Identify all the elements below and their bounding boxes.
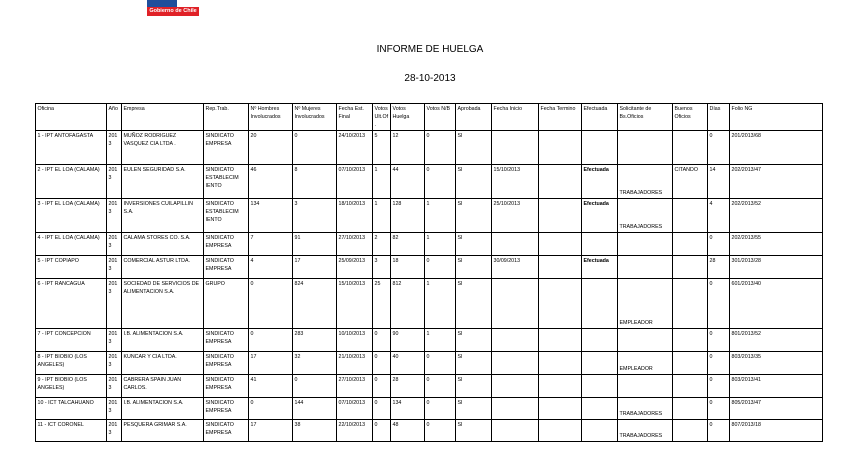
table-cell: 0 [425,352,456,375]
table-cell: CALAMA STORES CO. S.A. [122,233,204,256]
table-cell [673,352,708,375]
gobierno-logo [147,0,199,16]
table-cell: 18 [391,256,425,279]
table-cell: 601/2013/40 [730,279,823,329]
table-cell [618,375,673,398]
table-cell: 0 [708,131,730,165]
table-cell: TRABAJADORES [618,165,673,199]
table-cell: 824 [293,279,337,329]
table-cell: EULEN SEGURIDAD S.A. [122,165,204,199]
table-cell: 803/2013/35 [730,352,823,375]
column-header: Oficina [36,104,107,131]
table-cell [582,398,618,420]
table-cell [539,279,582,329]
table-cell: SI [456,199,492,233]
table-cell [582,375,618,398]
table-cell: 0 [425,131,456,165]
table-cell [492,352,539,375]
table-row [36,279,823,329]
table-cell: 6 - IPT RANCAGUA [36,279,107,329]
table-cell [492,233,539,256]
table-cell: 28 [708,256,730,279]
table-cell: 0 [708,420,730,442]
table-cell [673,375,708,398]
table-cell: 807/2013/18 [730,420,823,442]
table-cell: 128 [391,199,425,233]
table-cell: 17 [249,352,293,375]
table-cell: 202/2013/55 [730,233,823,256]
table-cell: 0 [293,131,337,165]
table-cell: 40 [391,352,425,375]
table-cell: 0 [708,279,730,329]
column-header: Fecha Est. Final [337,104,373,131]
table-cell: 1 [373,165,391,199]
table-cell: SI [456,233,492,256]
table-cell: 0 [249,279,293,329]
table-cell: EMPLEADOR [618,352,673,375]
table-cell [539,398,582,420]
table-cell [582,329,618,352]
table-cell: 90 [391,329,425,352]
table-cell [539,420,582,442]
table-cell: 0 [425,165,456,199]
table-cell [673,329,708,352]
column-header: Fecha Termino [539,104,582,131]
table-cell [539,131,582,165]
table-cell: 201/2013/68 [730,131,823,165]
table-cell: 0 [425,420,456,442]
table-cell: 2013 [107,279,122,329]
table-cell: 9 - IPT BIOBIO (LOS ANGELES) [36,375,107,398]
table-row [36,199,823,233]
table-cell: 1 - IPT ANTOFAGASTA [36,131,107,165]
table-cell: SI [456,420,492,442]
table-cell: 283 [293,329,337,352]
table-cell: 12 [391,131,425,165]
table-cell [618,233,673,256]
table-cell: 0 [708,233,730,256]
table-cell: 801/2013/52 [730,329,823,352]
column-header: Efectuada [582,104,618,131]
table-cell: 28 [391,375,425,398]
table-cell: 25/09/2013 [337,256,373,279]
table-cell [539,199,582,233]
table-cell [539,329,582,352]
table-cell: PESQUERA GRIMAR S.A. [122,420,204,442]
table-cell [539,352,582,375]
table-cell: TRABAJADORES [618,420,673,442]
table-cell: SI [456,256,492,279]
table-cell: 202/2013/52 [730,199,823,233]
table-cell: GRUPO [204,279,249,329]
table-cell [539,256,582,279]
table-cell [673,398,708,420]
table-cell [582,279,618,329]
column-header: Votos Ult.Of. [373,104,391,131]
table-cell: 14 [708,165,730,199]
column-header: Nº Mujeres Involucrados [293,104,337,131]
table-cell: SINDICATO EMPRESA [204,329,249,352]
table-row [36,420,823,442]
table-cell: 0 [708,329,730,352]
table-cell: 11 - ICT CORONEL [36,420,107,442]
table-cell: 17 [249,420,293,442]
table-row [36,165,823,199]
column-header: Buenos Oficios [673,104,708,131]
table-cell: SI [456,329,492,352]
table-row [36,329,823,352]
table-cell [492,131,539,165]
table-cell [618,256,673,279]
table-cell: CITANDO [673,165,708,199]
table-cell [492,420,539,442]
table-row [36,256,823,279]
table-cell: SI [456,375,492,398]
table-cell [492,329,539,352]
table-cell: 0 [708,352,730,375]
table-cell: 10/10/2013 [337,329,373,352]
table-cell: 4 [249,256,293,279]
table-cell: 10 - ICT TALCAHUANO [36,398,107,420]
table-cell: TRABAJADORES [618,398,673,420]
table-cell: 144 [293,398,337,420]
table-cell [539,233,582,256]
table-cell: 4 - IPT EL LOA (CALAMA) [36,233,107,256]
table-cell: 46 [249,165,293,199]
table-cell [673,279,708,329]
table-cell [673,199,708,233]
table-cell: 805/2013/47 [730,398,823,420]
table-cell: 17 [293,256,337,279]
table-cell: SINDICATO EMPRESA [204,131,249,165]
table-cell: SI [456,131,492,165]
table-cell: Efectuada [582,165,618,199]
table-cell: 134 [249,199,293,233]
table-cell: 8 [293,165,337,199]
table-cell: SINDICATO EMPRESA [204,398,249,420]
table-cell: 2013 [107,256,122,279]
table-cell: 07/10/2013 [337,398,373,420]
column-header: Folio NG [730,104,823,131]
table-cell: 301/2013/28 [730,256,823,279]
table-cell: 22/10/2013 [337,420,373,442]
table-cell: 0 [708,398,730,420]
table-cell: 18/10/2013 [337,199,373,233]
table-cell: 803/2013/41 [730,375,823,398]
table-cell: 2013 [107,352,122,375]
table-cell [492,375,539,398]
table-cell [618,329,673,352]
table-cell: 2013 [107,131,122,165]
table-cell: 4 [708,199,730,233]
logo-blue-block [147,0,177,7]
table-cell: 07/10/2013 [337,165,373,199]
table-cell: SINDICATO ESTABLECIM IENTO [204,165,249,199]
table-cell: 2013 [107,165,122,199]
table-cell: SINDICATO EMPRESA [204,420,249,442]
table-cell: INVERSIONES CUILAPILLIN S.A. [122,199,204,233]
table-cell: 38 [293,420,337,442]
table-cell: 25/10/2013 [492,199,539,233]
strike-report-table [35,103,823,442]
table-cell: SINDICATO ESTABLECIM IENTO [204,199,249,233]
table-cell: SI [456,279,492,329]
table-cell: 0 [425,398,456,420]
table-cell: KUNCAR Y CIA LTDA. [122,352,204,375]
table-cell: 0 [249,398,293,420]
table-cell: SI [456,165,492,199]
table-row [36,375,823,398]
table-cell [582,233,618,256]
table-cell: SINDICATO EMPRESA [204,233,249,256]
table-cell: EMPLEADOR [618,279,673,329]
table-cell: 3 [293,199,337,233]
table-row [36,352,823,375]
column-header: Fecha Inicio [492,104,539,131]
table-cell: 1 [425,233,456,256]
table-cell: 134 [391,398,425,420]
column-header: Rep.Trab. [204,104,249,131]
table-cell: 24/10/2013 [337,131,373,165]
table-cell: 0 [425,256,456,279]
table-cell: I.B. ALIMENTACION S.A. [122,329,204,352]
table-cell: 2 [373,233,391,256]
table-cell [673,131,708,165]
table-cell: 2013 [107,420,122,442]
table-cell: 1 [425,279,456,329]
table-cell [618,131,673,165]
table-cell: 3 [373,256,391,279]
table-cell: 2013 [107,329,122,352]
table-row [36,398,823,420]
table-cell: 0 [373,329,391,352]
table-cell: 7 - IPT CONCEPCION [36,329,107,352]
table-cell: 44 [391,165,425,199]
report-date: 28-10-2013 [404,73,456,84]
table-cell: 0 [373,420,391,442]
table-cell: CABRERA SPAIN JUAN CARLOS. [122,375,204,398]
table-cell: 5 - IPT COPIAPO [36,256,107,279]
table-cell: I.B. ALIMENTACION S.A. [122,398,204,420]
table-cell: 5 [373,131,391,165]
column-header: Solicitante de Bs.Oficios [618,104,673,131]
table-cell: 0 [373,352,391,375]
table-cell: SI [456,398,492,420]
table-cell: SINDICATO EMPRESA [204,256,249,279]
table-cell: 2 - IPT EL LOA (CALAMA) [36,165,107,199]
table-row [36,233,823,256]
table-cell [582,420,618,442]
table-cell: 21/10/2013 [337,352,373,375]
table-cell: 8 - IPT BIOBIO (LOS ANGELES) [36,352,107,375]
table-cell: SINDICATO EMPRESA [204,375,249,398]
logo-label: Gobierno de Chile [147,7,199,16]
table-cell: Efectuada [582,199,618,233]
table-cell: MUÑOZ RODRIGUEZ VASQUEZ CIA LTDA . [122,131,204,165]
table-cell: 1 [425,199,456,233]
table-cell: 15/10/2013 [337,279,373,329]
table-cell: 2013 [107,199,122,233]
column-header: Votos N/B [425,104,456,131]
table-cell: 7 [249,233,293,256]
table-cell [582,352,618,375]
table-cell [492,279,539,329]
table-cell: SI [456,352,492,375]
column-header: Año [107,104,122,131]
column-header: Aprobada [456,104,492,131]
table-cell: 0 [425,375,456,398]
table-cell: Efectuada [582,256,618,279]
table-cell: 3 - IPT EL LOA (CALAMA) [36,199,107,233]
table-cell: 1 [425,329,456,352]
table-cell [492,398,539,420]
table-cell: 15/10/2013 [492,165,539,199]
table-cell: 20 [249,131,293,165]
table-cell: 2013 [107,398,122,420]
column-header: Días [708,104,730,131]
table-cell: SINDICATO EMPRESA [204,352,249,375]
table-cell: 202/2013/47 [730,165,823,199]
table-cell: 0 [373,375,391,398]
table-cell: 2013 [107,233,122,256]
table-cell: 91 [293,233,337,256]
table-cell: 812 [391,279,425,329]
table-cell: 32 [293,352,337,375]
table-cell: 2013 [107,375,122,398]
table-cell [673,420,708,442]
column-header: Nº Hombres Involucrados [249,104,293,131]
table-cell: 41 [249,375,293,398]
table-cell: 0 [373,398,391,420]
table-cell: 0 [249,329,293,352]
table-cell: 0 [708,375,730,398]
table-cell [673,256,708,279]
table-cell: 25 [373,279,391,329]
table-row [36,131,823,165]
table-cell: 48 [391,420,425,442]
table-cell [582,131,618,165]
table-header-row [36,104,823,131]
table-cell: 27/10/2013 [337,375,373,398]
table-cell: 1 [373,199,391,233]
report-title: INFORME DE HUELGA [376,44,484,55]
table-cell: 27/10/2013 [337,233,373,256]
column-header: Votos Huelga [391,104,425,131]
table-cell: COMERCIAL ASTUR LTDA. [122,256,204,279]
column-header: Empresa [122,104,204,131]
table-cell [539,375,582,398]
table-cell [539,165,582,199]
table-cell: SOCIEDAD DE SERVICIOS DE ALIMENTACION S.A. [122,279,204,329]
table-cell: 82 [391,233,425,256]
table-cell [673,233,708,256]
table-cell: TRABAJADORES [618,199,673,233]
table-cell: 0 [293,375,337,398]
table-cell: 30/09/2013 [492,256,539,279]
